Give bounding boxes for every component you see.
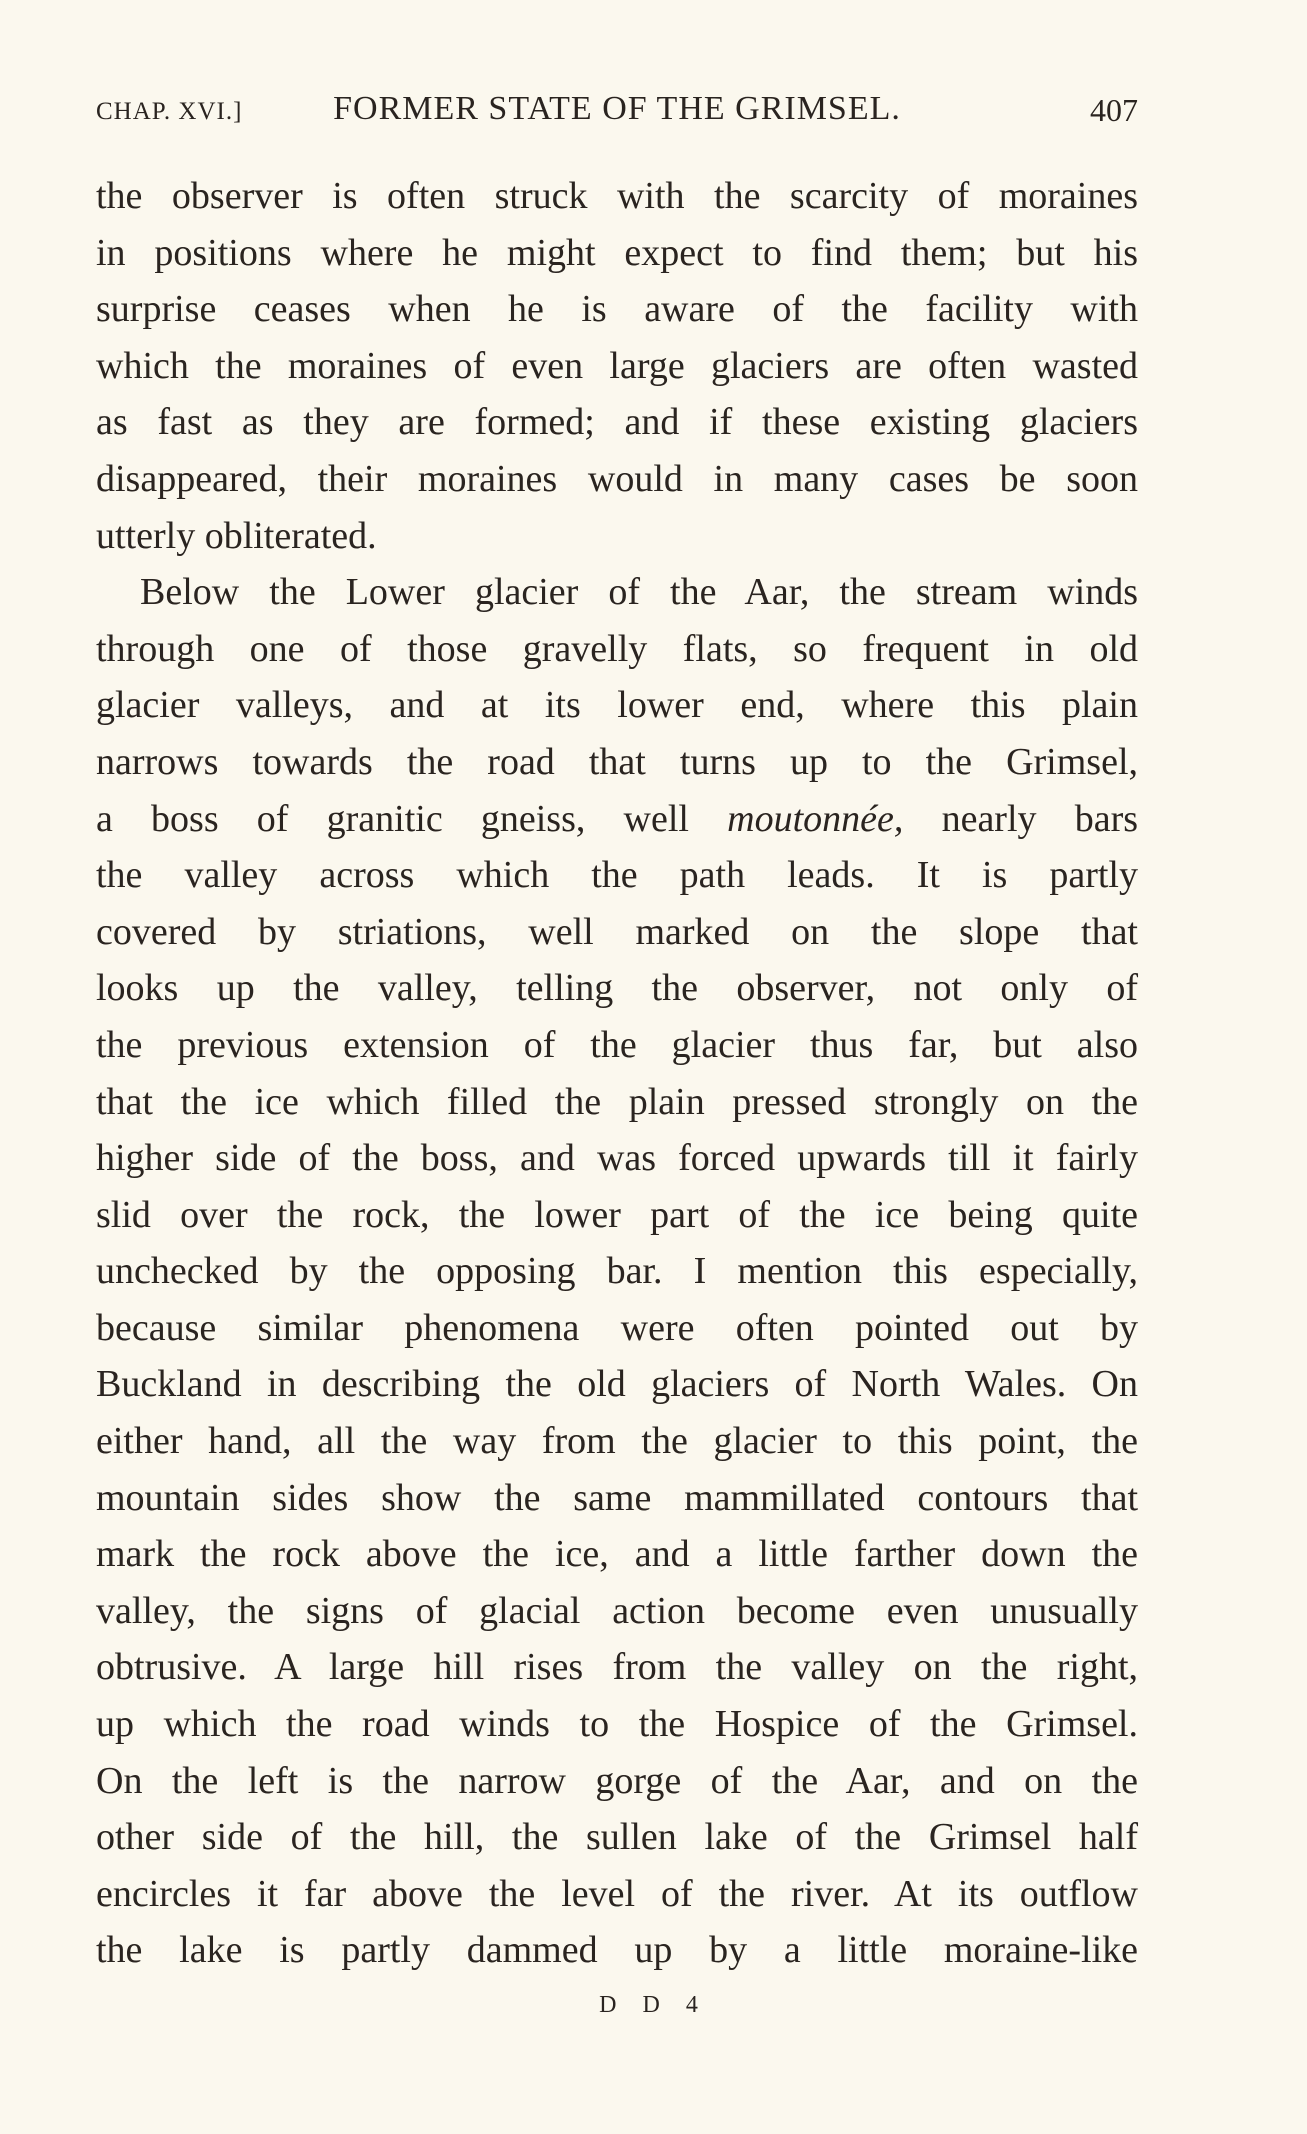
text-segment: nearly bars <box>941 797 1139 840</box>
page-number: 407 <box>1090 92 1138 128</box>
chapter-label: CHAP. XVI.] <box>96 98 243 125</box>
text-line: the previous extension of the glacier thus far, but also <box>96 1023 1138 1066</box>
text-line: glacier valleys, and at its lower end, where this plain <box>96 684 1138 727</box>
text-line: obtrusive. A large hill rises from the valley on the right, <box>96 1646 1138 1689</box>
text-line: as fast as they are formed; and if these existing glaciers <box>96 401 1138 444</box>
text-line: narrows towards the road that turns up to the Grimsel, <box>96 740 1138 783</box>
text-line: through one of those gravelly flats, so frequent in old <box>96 627 1138 670</box>
text-line: the lake is partly dammed up by a little moraine-like <box>96 1929 1138 1972</box>
running-title: FORMER STATE OF THE GRIMSEL. <box>333 90 901 127</box>
text-line: the valley across which the path leads. It is partly <box>96 854 1138 897</box>
page-header <box>96 88 1138 138</box>
italic-term: moutonnée, <box>727 797 904 840</box>
text-line: looks up the valley, telling the observer, not only of <box>96 967 1138 1010</box>
text-line: mark the rock above the ice, and a little farther down the <box>96 1533 1138 1576</box>
text-line: surprise ceases when he is aware of the facility with <box>96 288 1138 331</box>
text-line: which the moraines of even large glaciers are often wasted <box>96 344 1138 387</box>
text-line-with-italic <box>96 791 1138 848</box>
text-line: covered by striations, well marked on the slope that <box>96 910 1138 953</box>
text-line: either hand, all the way from the glacier to this point, the <box>96 1420 1138 1463</box>
text-line: higher side of the boss, and was forced upwards till it fairly <box>96 1137 1138 1180</box>
text-line: that the ice which filled the plain pressed strongly on the <box>96 1080 1138 1123</box>
text-line: in positions where he might expect to find them; but his <box>96 231 1138 274</box>
text-line: On the left is the narrow gorge of the Aar, and on the <box>96 1759 1138 1802</box>
text-line: valley, the signs of glacial action become even unusually <box>96 1589 1138 1632</box>
paragraph-start-line: Below the Lower glacier of the Aar, the stream winds <box>140 571 1138 614</box>
signature-mark: D D 4 <box>599 1992 708 2018</box>
text-line: the observer is often struck with the scarcity of moraines <box>96 175 1138 217</box>
text-line: Buckland in describing the old glaciers of North Wales. On <box>96 1363 1138 1406</box>
text-line: mountain sides show the same mammillated contours that <box>96 1476 1138 1519</box>
text-line: other side of the hill, the sullen lake of the Grimsel half <box>96 1816 1138 1859</box>
text-line: because similar phenomena were often pointed out by <box>96 1306 1138 1349</box>
text-line: encircles it far above the level of the river. At its outflow <box>96 1872 1138 1915</box>
body-text <box>96 168 1138 1979</box>
text-line: slid over the rock, the lower part of the ice being quite <box>96 1193 1138 1236</box>
text-segment: a boss of granitic gneiss, well <box>96 797 689 840</box>
text-line: disappeared, their moraines would in many cases be soon <box>96 457 1138 500</box>
text-line: utterly obliterated. <box>96 514 377 557</box>
text-line: up which the road winds to the Hospice of the Grimsel. <box>96 1703 1138 1746</box>
text-line: unchecked by the opposing bar. I mention this especially, <box>96 1250 1138 1293</box>
